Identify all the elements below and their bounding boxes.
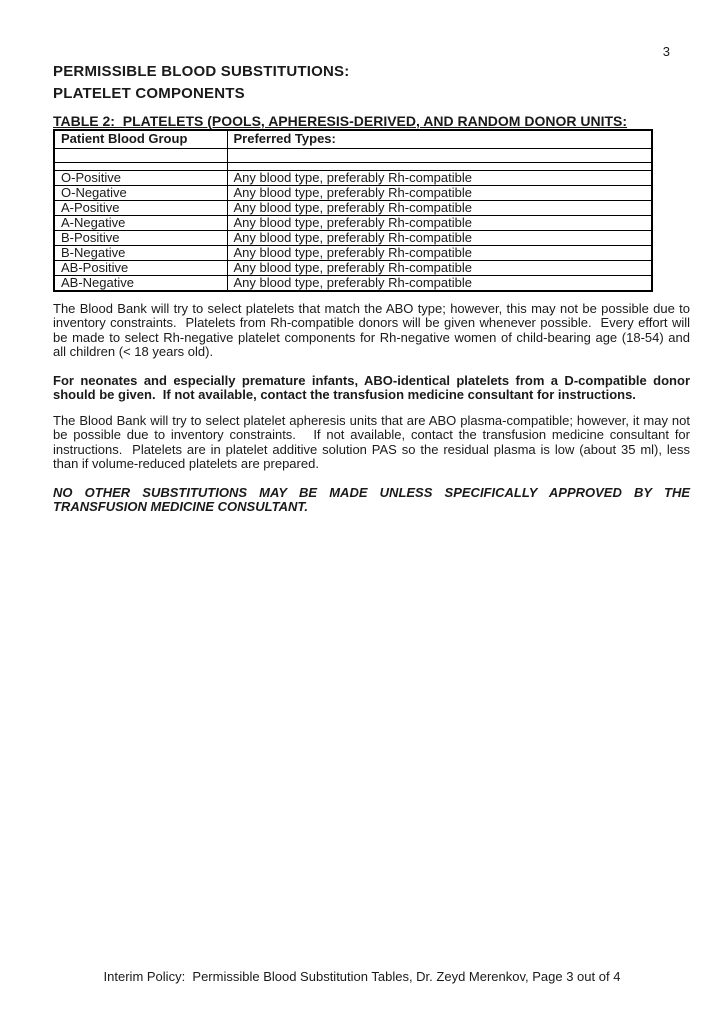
platelets-substitution-table: [53, 129, 653, 292]
blood-group-cell: A-Negative: [54, 215, 227, 230]
table-row: [54, 230, 652, 245]
blood-group-cell: O-Negative: [54, 185, 227, 200]
table-row: [54, 275, 652, 291]
title-line-platelet-components: PLATELET COMPONENTS: [53, 85, 245, 102]
page-number: 3: [662, 44, 670, 59]
table-spacer-row: [54, 162, 652, 170]
preferred-types-cell: Any blood type, preferably Rh-compatible: [227, 170, 652, 185]
table-2-caption: TABLE 2: PLATELETS (POOLS, APHERESIS-DERIVED, AND RANDOM DONOR UNITS:: [53, 113, 628, 129]
paragraph-neonates-bold: For neonates and especially premature infants, ABO-identical platelets from a D-compatible donor should be given. If not available, contact the transfusion medicine consultant for instructions.: [53, 372, 694, 402]
preferred-types-cell: Any blood type, preferably Rh-compatible: [227, 185, 652, 200]
column-header-preferred-types: Preferred Types:: [227, 130, 652, 148]
blood-group-cell: AB-Negative: [54, 275, 227, 291]
blood-group-cell: AB-Positive: [54, 260, 227, 275]
page-footer: Interim Policy: Permissible Blood Substitution Tables, Dr. Zeyd Merenkov, Page 3 out of 4: [103, 969, 621, 984]
preferred-types-cell: Any blood type, preferably Rh-compatible: [227, 245, 652, 260]
table-row: [54, 215, 652, 230]
table-row: [54, 170, 652, 185]
paragraph-apheresis: The Blood Bank will try to select platelet apheresis units that are ABO plasma-compatible; however, it may not be possible due to inventory constraints. If not available, contact the transfusion medicine consultant for instructions. Platelets are in platelet additive solution PAS so the residual plasma is low (about 35 ml), less than if volume-reduced platelets are prepared.: [53, 412, 694, 471]
preferred-types-cell: Any blood type, preferably Rh-compatible: [227, 260, 652, 275]
table-row: [54, 260, 652, 275]
table-row: [54, 245, 652, 260]
paragraph-abo-match: The Blood Bank will try to select platelets that match the ABO type; however, this may not be possible due to inventory constraints. Platelets from Rh-compatible donors will be given whenever possible. Every effort will be made to select Rh-negative platelet components for Rh-negative women of child-bearing age (18-54) and all children (< 18 years old).: [53, 300, 694, 359]
preferred-types-cell: Any blood type, preferably Rh-compatible: [227, 215, 652, 230]
empty-cell: [54, 162, 227, 170]
blood-group-cell: O-Positive: [54, 170, 227, 185]
paragraph-no-other-substitutions: NO OTHER SUBSTITUTIONS MAY BE MADE UNLESS SPECIFICALLY APPROVED BY THE TRANSFUSION MEDICINE CONSULTANT.: [53, 484, 694, 514]
blood-group-cell: B-Negative: [54, 245, 227, 260]
blood-group-cell: B-Positive: [54, 230, 227, 245]
blood-group-cell: A-Positive: [54, 200, 227, 215]
empty-cell: [54, 148, 227, 162]
preferred-types-cell: Any blood type, preferably Rh-compatible: [227, 230, 652, 245]
empty-cell: [227, 162, 652, 170]
table-row: [54, 185, 652, 200]
table-header-row: [54, 130, 652, 148]
table-row: [54, 200, 652, 215]
preferred-types-cell: Any blood type, preferably Rh-compatible: [227, 275, 652, 291]
empty-cell: [227, 148, 652, 162]
title-line-permissible-blood-substitutions: PERMISSIBLE BLOOD SUBSTITUTIONS:: [53, 63, 350, 80]
column-header-patient-blood-group: Patient Blood Group: [54, 130, 227, 148]
table-empty-row: [54, 148, 652, 162]
preferred-types-cell: Any blood type, preferably Rh-compatible: [227, 200, 652, 215]
document-title: [53, 61, 690, 105]
